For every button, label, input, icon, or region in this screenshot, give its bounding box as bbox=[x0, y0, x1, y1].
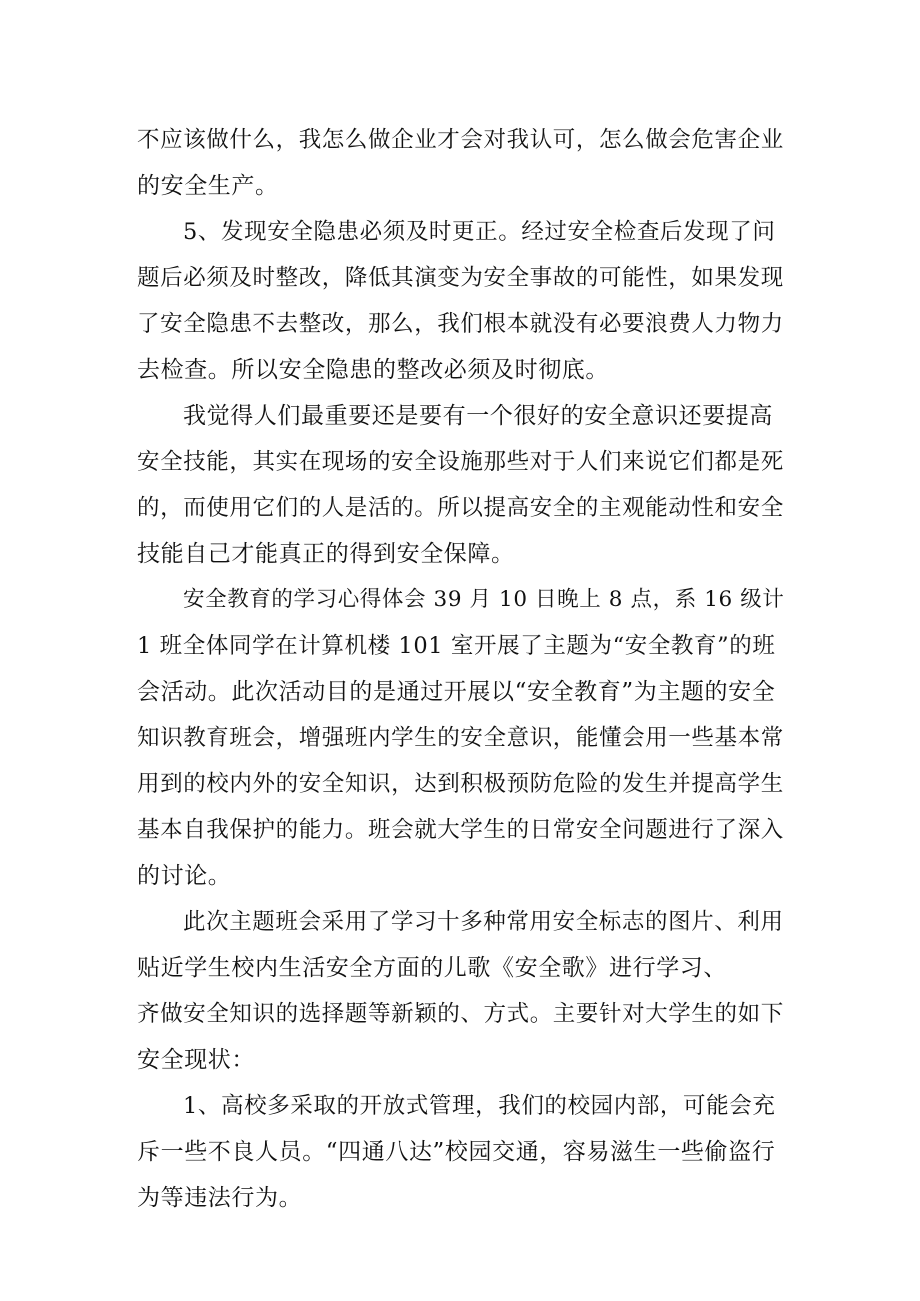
text-line: 贴近学生校内生活安全方面的儿歌《安全歌》进行学习、 bbox=[137, 955, 727, 981]
paragraph-first-line: 5、发现安全隐患必须及时更正。经过安全检查后发现了问 bbox=[183, 219, 776, 245]
text-line: 不应该做什么，我怎么做企业才会对我认可，怎么做会危害企业 bbox=[137, 127, 784, 153]
paragraph-first-line: 此次主题班会采用了学习十多种常用安全标志的图片、利用 bbox=[183, 909, 784, 935]
text-line: 了安全隐患不去整改，那么，我们根本就没有必要浪费人力物力 bbox=[137, 311, 784, 337]
text-line: 基本自我保护的能力。班会就大学生的日常安全问题进行了深入 bbox=[137, 817, 784, 843]
text-line: 的安全生产。 bbox=[137, 173, 279, 199]
text-line: 安全现状： bbox=[137, 1047, 255, 1073]
text-line: 1 班全体同学在计算机楼 101 室开展了主题为“安全教育”的班 bbox=[137, 633, 776, 659]
text-line: 安全技能，其实在现场的安全设施那些对于人们来说它们都是死 bbox=[137, 449, 784, 475]
text-line: 的，而使用它们的人是活的。所以提高安全的主观能动性和安全 bbox=[137, 495, 784, 521]
text-line: 齐做安全知识的选择题等新颖的、方式。主要针对大学生的如下 bbox=[137, 1001, 784, 1027]
text-line: 用到的校内外的安全知识，达到积极预防危险的发生并提高学生 bbox=[137, 771, 784, 797]
text-line: 斥一些不良人员。“四通八达”校园交通，容易滋生一些偷盗行 bbox=[137, 1139, 776, 1165]
paragraph-first-line: 我觉得人们最重要还是要有一个很好的安全意识还要提高 bbox=[183, 403, 773, 429]
text-line: 会活动。此次活动目的是通过开展以“安全教育”为主题的安全 bbox=[137, 679, 776, 705]
paragraph-first-line: 1、高校多采取的开放式管理，我们的校园内部，可能会充 bbox=[183, 1093, 776, 1119]
text-line: 的讨论。 bbox=[137, 863, 232, 889]
text-line: 知识教育班会，增强班内学生的安全意识，能懂会用一些基本常 bbox=[137, 725, 784, 751]
text-line: 去检查。所以安全隐患的整改必须及时彻底。 bbox=[137, 357, 609, 383]
text-line: 为等违法行为。 bbox=[137, 1185, 303, 1211]
text-line: 技能自己才能真正的得到安全保障。 bbox=[137, 541, 515, 567]
text-line: 题后必须及时整改，降低其演变为安全事故的可能性，如果发现 bbox=[137, 265, 784, 291]
paragraph-first-line: 安全教育的学习心得体会 39 月 10 日晚上 8 点，系 16 级计 bbox=[183, 587, 785, 612]
document-body bbox=[137, 117, 787, 1221]
